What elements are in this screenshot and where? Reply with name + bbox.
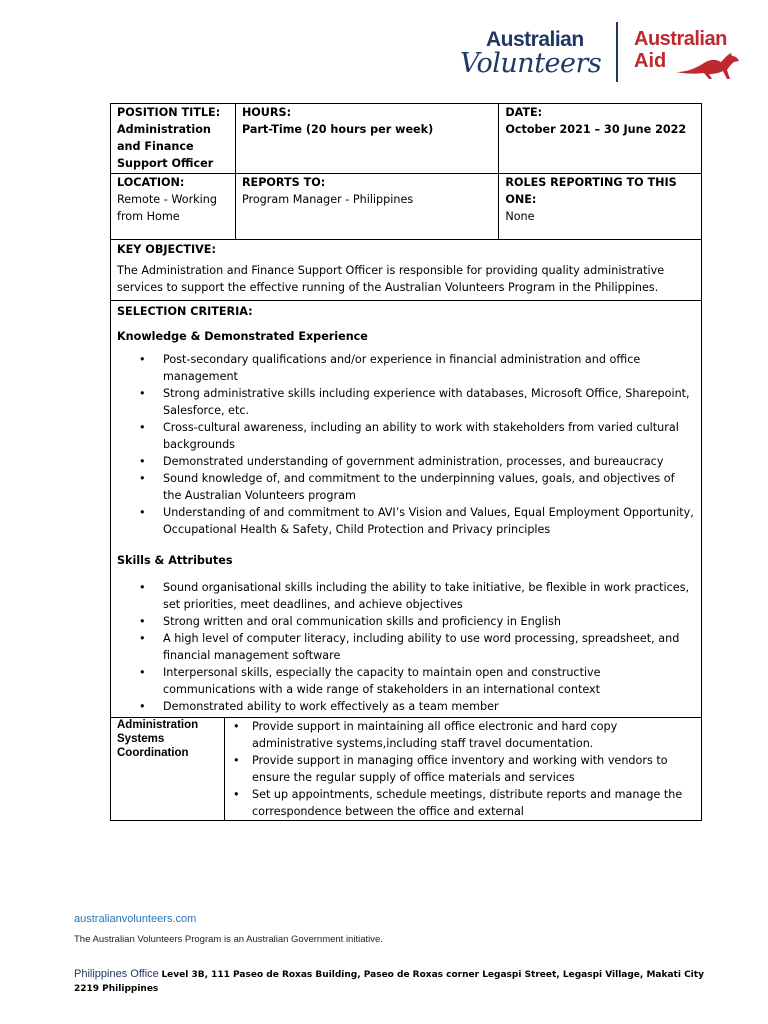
key-objective-heading: KEY OBJECTIVE: [117, 243, 216, 256]
australian-volunteers-logo [458, 22, 603, 84]
list-item: • Interpersonal skills, especially the capacity to maintain open and constructive communications with a wide range of stakeholders in an international context [163, 664, 695, 698]
list-item: • Provide support in managing office inventory and working with vendors to ensure the regular supply of office materials and services [252, 752, 693, 786]
position-description-table [110, 103, 702, 821]
knowledge-heading: Knowledge & Demonstrated Experience [117, 330, 368, 343]
reports-to-value: Program Manager - Philippines [241, 193, 414, 206]
hours-value: Part-Time (20 hours per week) [241, 123, 434, 136]
kangaroo-icon [674, 50, 744, 82]
list-item: • Cross-cultural awareness, including an ability to work with stakeholders from varied cultural backgrounds [163, 419, 695, 453]
location-label: LOCATION: [117, 176, 185, 189]
av-logo-line2: Volunteers [460, 48, 602, 79]
key-objective-cell [111, 240, 702, 301]
position-title-label: POSITION TITLE: [117, 106, 221, 119]
admin-label: Administration Systems Coordination [117, 719, 199, 759]
admin-duties-cell [225, 718, 702, 820]
skills-list [117, 579, 695, 715]
reports-to-cell [235, 174, 498, 240]
aa-logo-line1: Australian [634, 28, 727, 50]
hours-label: HOURS: [241, 106, 292, 119]
list-item: • Sound knowledge of, and commitment to the underpinning values, goals, and objectives of the Australian Volunteers program [163, 470, 695, 504]
list-item: • A high level of computer literacy, including ability to use word processing, spreadsheet, and financial management software [163, 630, 695, 664]
list-item: • Strong administrative skills including experience with databases, Microsoft Office, Sharepoint, Salesforce, etc. [163, 385, 695, 419]
admin-inner-table [111, 718, 701, 820]
list-item: • Post-secondary qualifications and/or experience in financial administration and office management [163, 351, 695, 385]
selection-criteria-cell [111, 301, 702, 718]
list-item: • Understanding of and commitment to AVI’s Vision and Values, Equal Employment Opportunity, Occupational Health & Safety, Child Protection and Privacy principles [163, 504, 695, 538]
header-logos [458, 22, 748, 84]
list-item: • Demonstrated understanding of government administration, processes, and bureaucracy [163, 453, 695, 470]
roles-reporting-label: ROLES REPORTING TO THIS ONE: [505, 176, 677, 206]
logo-divider [616, 22, 618, 82]
list-item: • Strong written and oral communication skills and proficiency in English [163, 613, 695, 630]
footer-note: The Australian Volunteers Program is an Australian Government initiative. [74, 934, 383, 945]
date-value: October 2021 – 30 June 2022 [505, 123, 687, 136]
position-title-cell [111, 104, 236, 174]
footer-website-link[interactable]: australianvolunteers.com [74, 913, 197, 925]
roles-reporting-cell [499, 174, 702, 240]
location-cell [111, 174, 236, 240]
av-logo-line1: Australian [486, 28, 584, 51]
hours-cell [235, 104, 498, 174]
reports-to-label: REPORTS TO: [241, 176, 326, 189]
aa-logo-line2: Aid [634, 50, 667, 72]
office-address: Level 3B, 111 Paseo de Roxas Building, Paseo de Roxas corner Legaspi Street, Legaspi Village, Makati City 2219 Philippines [74, 970, 704, 994]
list-item: • Demonstrated ability to work effectively as a team member [163, 698, 695, 715]
list-item: • Set up appointments, schedule meetings, distribute reports and manage the correspondence between the office and external [252, 786, 693, 820]
date-cell [499, 104, 702, 174]
australian-aid-logo [630, 26, 748, 82]
admin-row [111, 718, 702, 821]
position-title-value: Administration and Finance Support Officer [117, 123, 214, 170]
date-label: DATE: [505, 106, 543, 119]
admin-label-cell [111, 718, 225, 820]
knowledge-list [117, 351, 695, 538]
footer-office-address [74, 967, 724, 996]
selection-criteria-heading: SELECTION CRITERIA: [117, 305, 253, 318]
location-value: Remote - Working from Home [117, 193, 217, 223]
list-item: • Sound organisational skills including the ability to take initiative, be flexible in work practices, set priorities, meet deadlines, and achieve objectives [163, 579, 695, 613]
skills-heading: Skills & Attributes [117, 554, 233, 567]
office-label: Philippines Office [74, 968, 159, 980]
admin-duties-list [225, 718, 693, 820]
roles-reporting-value: None [505, 210, 535, 223]
key-objective-text: The Administration and Finance Support Officer is responsible for providing quality administrative services to support the effective running of the Australian Volunteers Program in the Philippines. [117, 264, 665, 294]
list-item: • Provide support in maintaining all office electronic and hard copy administrative systems,including staff travel documentation. [252, 718, 693, 752]
